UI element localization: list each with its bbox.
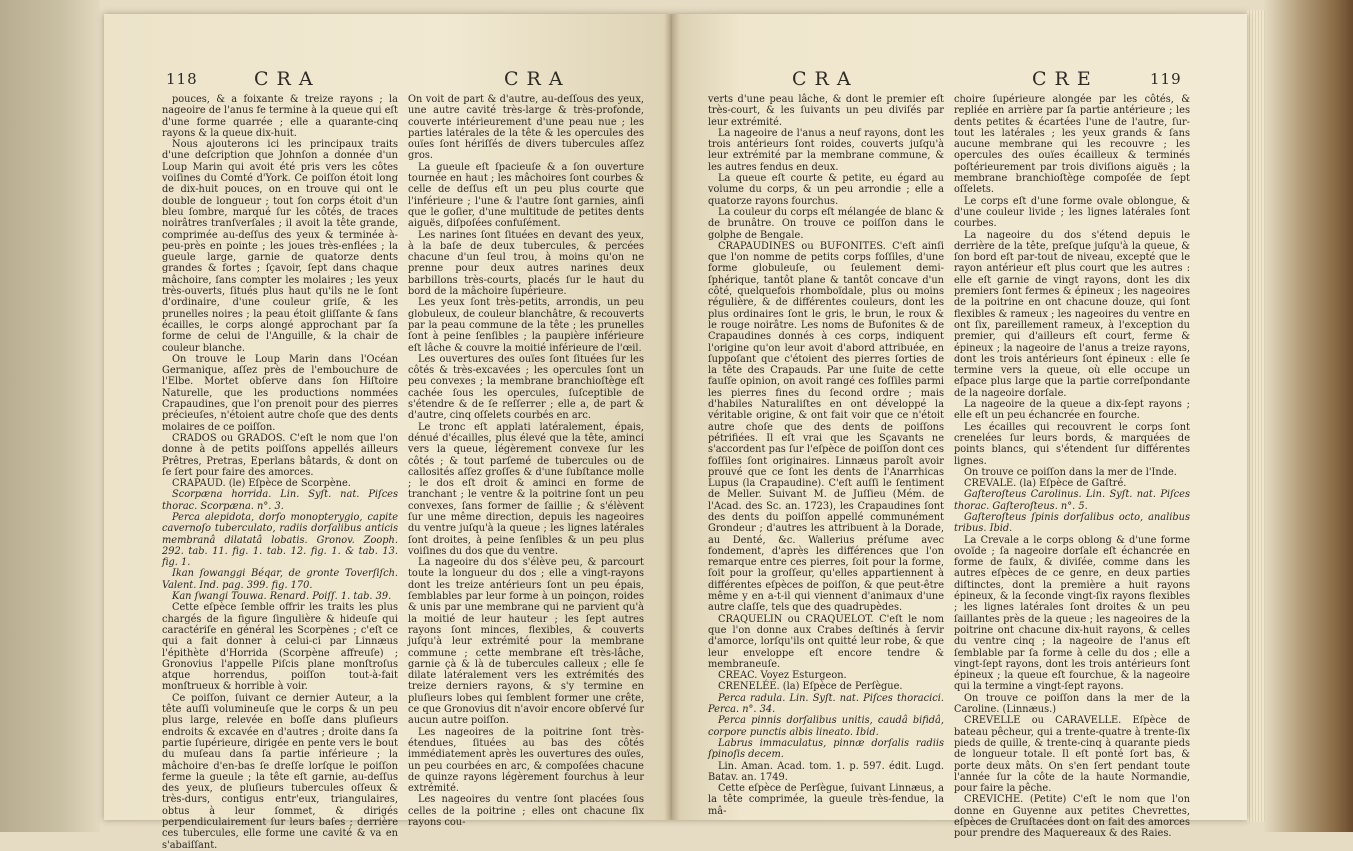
- paragraph: Ce poiſſon, ſuivant ce dernier Auteur, a la tête auſſi volumineuſe que le corps & un peu plus large, relevée en boſſe dans pluſieurs endroits & excavée en d'autres ; droite dans ſa partie ſupérieure, dirigée en pente vers le bout du muſeau dans ſa partie inférieure ; la mâchoire d'en-bas ſe dreſſe lorſque le poiſſon ferme la gueule ; la tête eſt garnie, au-deſſus des yeux, de pluſieurs tubercules oſſeux & très-durs, contigus entr'eux, triangulaires, obtus à leur ſommet, & dirigés perpendiculairement ſur leurs baſes ; derrière ces tubercules, elle forme une cavité & va en s'abaiſſant.: [162, 692, 398, 851]
- paragraph: La queue eſt courte & petite, eu égard au volume du corps, & un peu arrondie ; elle a quatorze rayons fourchus.: [708, 173, 944, 207]
- paragraph: verts d'une peau lâche, & dont le premier eſt très-court, & les ſuivants un peu diviſés par leur extrémité.: [708, 94, 944, 128]
- paragraph: On trouve ce poiſſon dans la mer de l'Inde.: [964, 466, 1177, 478]
- paragraph: Les narines ſont ſituées en devant des yeux, à la baſe de deux tubercules, & percées chacune d'un ſeul trou, à moins qu'on ne prenne pour deux autres narines deux barbillons très-courts, placés ſur le haut du bord de la mâchoire ſupérieure.: [408, 229, 644, 298]
- paragraph: Les écailles qui recouvrent le corps ſont crenelées ſur leurs bords, & marquées de points blancs, qui s'étendent ſur différentes lignes.: [954, 421, 1190, 467]
- right-page-number: 119: [1150, 70, 1182, 88]
- paragraph: CRADOS ou GRADOS. C'eſt le nom que l'on donne à de petits poiſſons appellés ailleurs Prêtres, Pretras, Eperlans bâtards, & dont on ſe ſert pour faire des amorces.: [162, 432, 398, 478]
- paragraph: Les nageoires de la poitrine ſont très-étendues, ſituées au bas des côtés immédiatement après les ouvertures des ouïes, un peu courbées en arc, & compoſées chacune de quinze rayons légèrement fourchus à leur extrémité.: [408, 726, 644, 795]
- paragraph: CREVELLE ou CARAVELLE. Eſpèce de bateau pêcheur, qui a trente-quatre à trente-ſix pieds de quille, & trente-cinq à quarante pieds de longueur totale. Il eſt ponté ſort bas, & porte deux mâts. On s'en ſert pendant toute l'année ſur la côte de la haute Normandie, pour faire la pêche.: [954, 715, 1190, 795]
- paragraph: pouces, & a foixante & treize rayons ; la nageoire de l'anus fe termine à la queue qui eſt d'une forme quarrée ; elle a quarante-cinq rayons & la queue dix-huit.: [162, 94, 398, 139]
- paragraph: Le tronc eſt applati latéralement, épais, dénué d'écailles, plus élevé que la tête, aminci vers la queue, légèrement convexe ſur les côtés ; & tout parſemé de tubercules ou de callosités aſſez groſſes & d'une ſubſtance molle ; le dos eſt droit & aminci en forme de tranchant ; le ventre & la poitrine ſont un peu convexes, ſans former de ſaillie ; & s'élèvent ſur une même direction, depuis les nageoires du ventre juſqu'à la queue ; les lignes latérales ſont droites, à peine ſenſibles & un peu plus voiſines du dos que du ventre.: [408, 421, 644, 557]
- left-page: [104, 14, 672, 851]
- left-page-number: 118: [166, 70, 198, 88]
- left-book-edge: [0, 0, 100, 832]
- paragraph: La nageoire de la queue a dix-ſept rayons ; elle eſt un peu échancrée en fourche.: [954, 399, 1190, 422]
- book-gutter: [664, 14, 680, 820]
- left-page-column-1: [162, 94, 398, 851]
- paragraph: La couleur du corps eſt mélangée de blanc & de brunâtre. On trouve ce poiſſon dans le golphe de Bengale.: [708, 206, 944, 241]
- paragraph: CRAPAUD. (le) Eſpèce de Scorpène.: [172, 478, 351, 490]
- paragraph: choire ſupérieure alongée par les côtés, & repliée en arrière par ſa partie antérieure ; les dents petites & écartées l'une de l'autre, ſur-tout les latérales ; les yeux grands & ſans aucune membrane qui les recouvre ; les opercules des ouïes écailleux & terminés poſtérieurement par trois diviſions aiguës ; la membrane branchioſtège compoſée de ſept oſſelets.: [954, 94, 1190, 196]
- paragraph: CRENELÉE. (la) Eſpèce de Perſègue.: [718, 681, 903, 693]
- paragraph: La nageoire de l'anus a neuf rayons, dont les trois antérieurs ſont roides, couverts juſqu'à leur extrémité par la membrane commune, & les autres fendus en deux.: [708, 127, 944, 173]
- paragraph: CREAC. Voyez Esturgeon.: [718, 670, 847, 682]
- paragraph: Perca radula. Lin. Syſt. nat. Piſces thoracici. Perca. n°. 34.: [708, 692, 944, 716]
- paragraph: Ikan ſowanggi Béqar, de gronte Toverſiſch. Valent. Ind. pag. 399. fig. 170.: [162, 568, 398, 591]
- right-page-column-2: [954, 94, 1190, 840]
- paragraph: Scorpæna horrida. Lin. Syſt. nat. Piſces thorac. Scorpæna. n°. 3.: [162, 489, 398, 512]
- left-page-column-2: [408, 94, 644, 828]
- paragraph: Cette eſpèce de Perſègue, ſuivant Linnæus, a la tête comprimée, la gueule très-fendue, la mâ-: [708, 783, 944, 817]
- paragraph: La Crevale a le corps oblong & d'une forme ovoïde ; ſa nageoire dorſale eſt échancrée en forme de faulx, & diviſée, comme dans les autres eſpèces de ce genre, en deux parties diſtinctes, dont la première a huit rayons épineux, & la ſeconde vingt-ſix rayons flexibles ; les lignes latérales ſont droites & un peu ſaillantes près de la queue ; les nageoires de la poitrine ont chacune dix-huit rayons, & celles du ventre cinq ; la nageoire de l'anus eſt ſemblable par ſa forme à celle du dos ; elle a vingt-ſept rayons, dont les trois antérieurs ſont épineux ; la queue eſt fourchue, & la nageoire qui la termine a vingt-ſept rayons.: [954, 534, 1190, 693]
- paragraph: Labrus immaculatus, pinnæ dorſalis radiis ſpinoſis decem.: [708, 737, 944, 761]
- paragraph: La nageoire du dos s'étend depuis le derrière de la tête, preſque juſqu'à la queue, & ſon bord eſt par-tout de niveau, excepté que le rayon antérieur eſt plus court que les autres : elle eſt garnie de vingt rayons, dont les dix premiers ſont fermes & épineux ; les nageoires de la poitrine en ont chacune douze, qui ſont flexibles & rameux ; les nageoires du ventre en ont ſix, pareillement rameux, à l'exception du premier, qui d'ailleurs eſt court, ferme & épineux ; la nageoire de l'anus a treize rayons, dont les trois antérieurs ſont épineux : elle ſe termine vers la queue, où elle occupe un eſpace plus large que la partie correſpondante de la nageoire dorſale.: [954, 229, 1190, 399]
- paragraph: La nageoire du dos s'élève peu, & parcourt toute la longueur du dos ; elle a vingt-rayons dont les treize antérieurs ſont un peu épais, ſemblables par leur forme à un poinçon, roides & unis par une membrane qui ne parvient qu'à la moitié de leur hauteur ; les ſept autres rayons ſont minces, flexibles, & couverts juſqu'à leur extrémité pour la membrane commune ; cette membrane eſt très-lâche, garnie çà & là de tubercules calleux ; elle ſe dilate latéralement vers les extrémités des treize derniers rayons, & s'y termine en pluſieurs lobes qui ſemblent former une crête, ce que Gronovius dit n'avoir encore obſervé ſur aucun autre poiſſon.: [408, 557, 644, 727]
- paragraph: On voit de part & d'autre, au-deſſous des yeux, une autre cavité très-large & très-profonde, couverte intérieurement d'une peau nue ; les parties latérales de la tête & les opercules des ouïes ſont hériſſés de divers tubercules aſſez gros.: [408, 94, 644, 162]
- right-page: [672, 14, 1247, 840]
- paragraph: Les ouvertures des ouïes ſont ſituées ſur les côtés & très-excavées ; les opercules ſont un peu convexes ; la membrane branchioſtège eſt cachée ſous les opercules, ſuſceptible de s'étendre & de ſe reſſerrer ; elle a, de part & d'autre, cinq oſſelets courbés en arc.: [408, 353, 644, 422]
- paragraph: Perca pinnis dorſalibus unitis, caudâ bifidâ, corpore punctis albis lineato. Ibid.: [708, 715, 944, 738]
- paragraph: La gueule eſt ſpacieuſe & a ſon ouverture tournée en haut ; les mâchoires ſont courbes & celle de deſſus eſt un peu plus courte que l'inférieure ; l'une & l'autre ſont garnies, ainſi que le goſier, d'une multitude de petites dents aiguës, diſpoſées confuſément.: [408, 161, 644, 230]
- paragraph: CREVALE. (la) Eſpèce de Gaſtré.: [964, 478, 1127, 490]
- paragraph: Les yeux ſont très-petits, arrondis, un peu globuleux, de couleur blanchâtre, & recouverts par la peau commune de la tête ; les prunelles ſont à peine ſenſibles ; la paupière inférieure eſt lâche & couvre la moitié inférieure de l'œil.: [408, 297, 644, 354]
- left-header-right: CRA: [504, 68, 571, 90]
- right-page-column-1: [708, 94, 944, 817]
- paragraph: Gaſteroſteus Carolinus. Lin. Syſt. nat. Piſces thorac. Gaſteroſteus. n°. 5.: [954, 489, 1190, 512]
- page-edges: [1247, 10, 1265, 822]
- paragraph: Lin. Aman. Acad. tom. 1. p. 597. édit. Lugd. Batav. an. 1749.: [708, 760, 944, 783]
- paragraph: Perca alepidota, dorſo monopterygio, capite cavernoſo tuberculato, radiis dorſalibus anticis membranâ dilatatâ lobatis. Gronov. Zooph. 292. tab. 11. fig. 1. tab. 12. fig. 1. & tab. 13. fig. 1.: [162, 511, 398, 569]
- paragraph: Nous ajouterons ici les principaux traits d'une deſcription que Johnſon a donnée d'un Loup Marin qui avoit été pris vers les côtes voiſines du Comté d'York. Ce poiſſon étoit long de dix-huit pouces, on en trouve qui ont le double de longueur ; tout ſon corps étoit d'un bleu ſombre, marqué ſur les côtés, de traces noirâtres tranſverſales ; il avoit la tête grande, comprimée au-deſſus des yeux & terminée à-peu-près en pointe ; les joues très-enflées ; la gueule large, garnie de quatorze dents grandes & fortes ; ſçavoir, ſept dans chaque mâchoire, ſans compter les molaires ; les yeux très-ouverts, ſitués plus haut qu'ils ne le ſont d'ordinaire, d'une couleur griſe, & les prunelles noires ; la peau étoit gliſſante & ſans écailles, le corps alongé approchant par ſa forme de celui de l'Anguille, & la chair de couleur blanche.: [162, 139, 398, 354]
- right-book-cover: [1263, 0, 1353, 832]
- right-header-left: CRA: [792, 68, 859, 90]
- right-header-right: CRE: [1032, 68, 1099, 90]
- paragraph: Kan ſwangi Touwa. Renard. Poiſſ. 1. tab. 39.: [172, 591, 392, 603]
- paragraph: Cette eſpèce ſemble offrir les traits les plus chargés de la figure ſingulière & hideuſe qui caractériſe en général les Scorpènes ; c'eſt ce qui a fait donner à celui-ci par Linnæus l'épithète d'Horrida (Scorpène affreuſe) ; Gronovius l'appelle Piſcis plane monſtroſus atque horrendus, poiſſon tout-à-fait monſtrueux & horrible à voir.: [162, 602, 398, 693]
- paragraph: On trouve ce poiſſon dans la mer de la Caroline. (Linnæus.): [954, 692, 1190, 716]
- paragraph: On trouve le Loup Marin dans l'Océan Germanique, aſſez près de l'embouchure de l'Elbe. Mortet obſerve dans ſon Hiſtoire Naturelle, que les productions nommées Crapaudines, que l'on prenoit pour des pierres précieuſes, n'étoient autre choſe que des dents molaires de ce poiſſon.: [162, 353, 398, 433]
- left-header-left: CRA: [254, 68, 321, 90]
- paragraph: CRAQUELIN ou CRAQUELOT. C'eſt le nom que l'on donne aux Crabes deſtinés à ſervir d'amorce, lorſqu'ils ont quitté leur robe, & que leur enveloppe eſt encore tendre & membraneuſe.: [708, 613, 944, 670]
- paragraph: CREVICHE. (Petite) C'eſt le nom que l'on donne en Guyenne aux petites Chevrettes, eſpèces de Cruſtacées dont on fait des amorces pour prendre des Maquereaux & des Raies.: [954, 794, 1190, 840]
- paragraph: Les nageoires du ventre ſont placées ſous celles de la poitrine ; elles ont chacune ſix rayons cou-: [408, 794, 644, 828]
- paragraph: Gaſteroſteus ſpinis dorſalibus octo, analibus tribus. Ibid.: [954, 511, 1190, 535]
- paragraph: CRAPAUDINES ou BUFONITES. C'eſt ainſi que l'on nomme de petits corps foſſiles, d'une forme globuleuſe, ou ſeulement demi-ſphérique, tantôt plane & tantôt concave d'un côté, quelquefois rhomboïdale, plus ou moins régulière, & de différentes couleurs, dont les plus ordinaires ſont le gris, le brun, le roux & le rouge noirâtre. Les noms de Bufonites & de Crapaudines donnés à ces corps, indiquent l'origine qu'on leur avoit d'abord attribuée, en ſuppoſant que c'étoient des pierres ſorties de la tête des Crapauds. Par une ſuite de cette fauſſe opinion, on avoit rangé ces foſſiles parmi les pierres fines du ſecond ordre ; mais d'habiles Naturaliſtes en ont développé la véritable origine, & ont fait voir que ce n'étoit autre choſe que des dents de poiſſons pétrifiées. Il eſt vrai que les Sçavants ne s'accordent pas ſur l'eſpèce de poiſſon dont ces foſſiles ſont originaires. Linnæus paroît avoir prouvé que ce ſont les dents de l'Anarrhicas Lupus (la Crapaudine). C'eſt auſſi le ſentiment de Meller. Suivant M. de Juſſieu (Mém. de l'Acad. des Sc. an. 1723), les Crapaudines ſont des dents du poiſſon appellé communément Grondeur ; d'autres les attribuent à la Dorade, au Denté, &c. Wallerius préſume avec fondement, d'après les différences que l'on remarque entre ces pierres, ſoit pour la forme, ſoit pour la groſſeur, qu'elles appartiennent à différentes eſpèces de poiſſon, & que peut-être même y en a-t-il qui viennent d'animaux d'une autre claſſe, tels que des quadrupèdes.: [708, 240, 944, 614]
- paragraph: Le corps eſt d'une forme ovale oblongue, & d'une couleur livide ; les lignes latérales ſont courbes.: [954, 195, 1190, 230]
